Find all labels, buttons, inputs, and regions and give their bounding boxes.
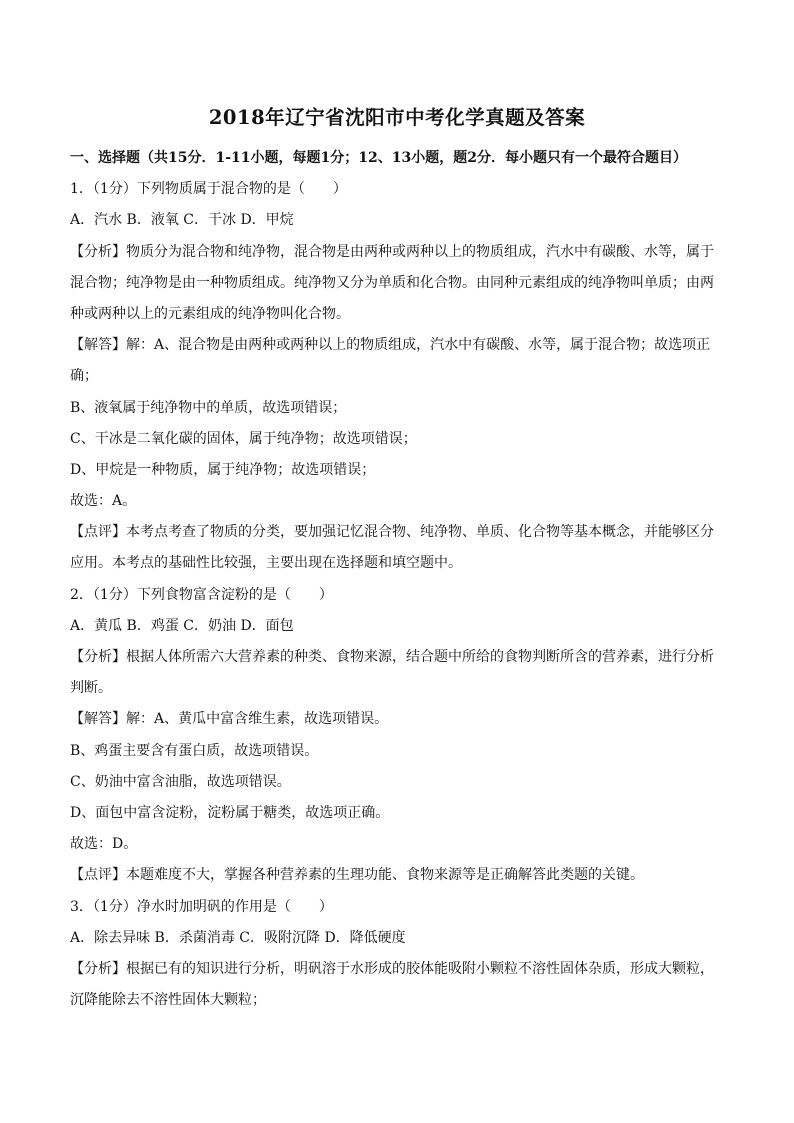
question-1-answer: B、液氧属于纯净物中的单质，故选项错误； <box>70 399 347 416</box>
question-2-answer: 【解答】解：A、黄瓜中富含维生素，故选项错误。 <box>70 711 389 728</box>
question-2-answer: D、面包中富含淀粉，淀粉属于糖类，故选项正确。 <box>70 804 390 821</box>
page-title: 2018年辽宁省沈阳市中考化学真题及答案 <box>208 106 586 129</box>
question-1-analysis: 【分析】物质分为混合物和纯净物，混合物是由两种或两种以上的物质组成，汽水中有碳酸、水等，属于 <box>70 243 714 260</box>
question-2-analysis: 【分析】根据人体所需六大营养素的种类、食物来源，结合题中所给的食物判断所含的营养素，进行分析 <box>70 649 714 665</box>
section-heading: 一、选择题（共15分．1-11小题，每题1分；12、13小题，题2分．每小题只有一个最符合题目） <box>70 150 687 166</box>
question-1-choice: 故选：A。 <box>70 493 137 510</box>
question-1-answer: C、干冰是二氧化碳的固体，属于纯净物；故选项错误； <box>70 430 417 447</box>
question-2-analysis: 判断。 <box>70 680 112 697</box>
question-1-answer: 确； <box>70 368 98 385</box>
question-1-analysis: 种或两种以上的元素组成的纯净物叫化合物。 <box>70 305 350 322</box>
question-1-stem: 1．（1分）下列物质属于混合物的是（ ） <box>70 181 347 198</box>
question-2-answer: C、奶油中富含油脂，故选项错误。 <box>70 773 291 790</box>
question-3-options: A．除去异味 B．杀菌消毒 C．吸附沉降 D．降低硬度 <box>70 929 406 946</box>
question-1-answer: 【解答】解：A、混合物是由两种或两种以上的物质组成，汽水中有碳酸、水等，属于混合物；故选项正 <box>70 337 711 354</box>
question-2-answer: B、鸡蛋主要含有蛋白质，故选项错误。 <box>70 742 319 759</box>
question-3-stem: 3．（1分）净水时加明矾的作用是（ ） <box>70 898 333 915</box>
question-1-answer: D、甲烷是一种物质，属于纯净物；故选项错误； <box>70 461 376 478</box>
question-3-analysis: 【分析】根据已有的知识进行分析，明矾溶于水形成的胶体能吸附小颗粒不溶性固体杂质，形成大颗粒， <box>70 960 714 977</box>
question-2-options: A．黄瓜 B．鸡蛋 C．奶油 D．面包 <box>70 617 294 634</box>
document-body <box>70 143 726 1016</box>
question-1-options: A．汽水 B．液氧 C．干冰 D．甲烷 <box>70 212 294 229</box>
question-2-comment: 【点评】本题难度不大，掌握各种营养素的生理功能、食物来源等是正确解答此类题的关键。 <box>70 867 644 884</box>
question-1-comment: 应用。本考点的基础性比较强，主要出现在选择题和填空题中。 <box>70 555 462 572</box>
question-2-stem: 2．（1分）下列食物富含淀粉的是（ ） <box>70 586 333 603</box>
question-3-analysis: 沉降能除去不溶性固体大颗粒； <box>70 992 266 1009</box>
question-1-comment: 【点评】本考点考查了物质的分类，要加强记忆混合物、纯净物、单质、化合物等基本概念，并能够区分 <box>70 524 714 541</box>
question-1-analysis: 混合物；纯净物是由一种物质组成。纯净物又分为单质和化合物。由同种元素组成的纯净物叫单质；由两 <box>70 274 714 291</box>
question-2-choice: 故选：D。 <box>70 836 138 853</box>
